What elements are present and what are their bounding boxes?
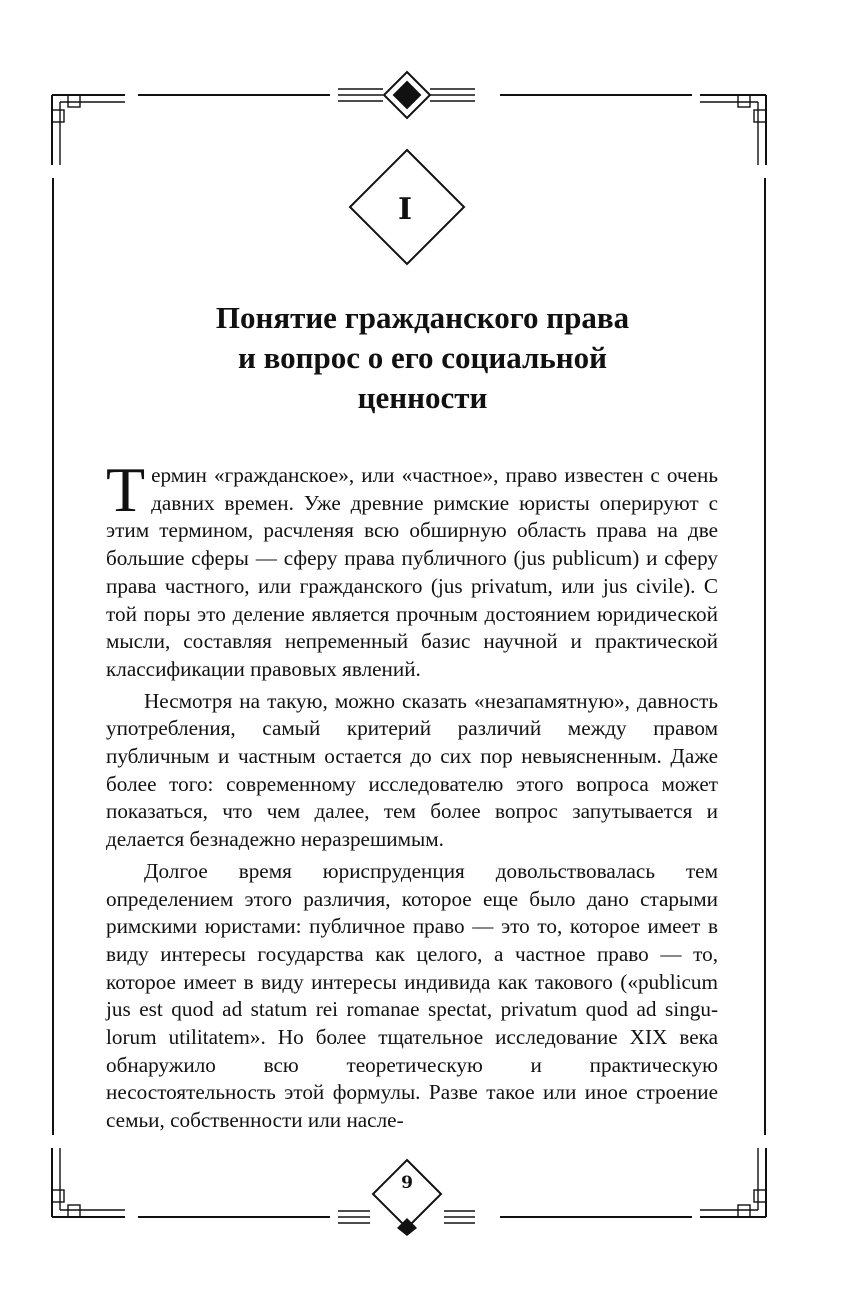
chapter-title-line: Понятие гражданского права	[215, 300, 630, 335]
chapter-title	[110, 298, 735, 418]
chapter-number: I	[397, 192, 413, 227]
top-left-corner-ornament	[52, 95, 125, 165]
body-text	[106, 454, 718, 1135]
chapter-title-line: и вопрос о его социальной	[237, 340, 608, 375]
bottom-left-corner-ornament	[52, 1148, 125, 1217]
drop-cap: Т	[106, 454, 146, 525]
paragraph-text: ермин «гражданское», или «частное», право известен с очень давних времен. Уже древние римские юристы оперируют с этим термином, расчленяя всю обширную область права на две большие сферы — сферу права публичного (jus publicum) и сферу права частного, или гражданского (jus privatum, или jus civile). С той поры это деление является прочным достоянием юридической мысли, составляя непременный базис научной и практической классификации правовых явлений.	[106, 463, 718, 681]
paragraph: Несмотря на такую, можно сказать «незапамятную», давность употребления, самый критерий различий между правом публичным и частным остается до сих пор невыясненным. Даже более того: современному исследователю этого вопроса может показаться, что чем далее, тем более вопрос запутывается и делается безнадежно неразрешимым.	[106, 688, 718, 852]
bottom-right-corner-ornament	[700, 1148, 766, 1217]
paragraph-first	[106, 454, 718, 684]
paragraph: Долгое время юриспруденция довольствовалась тем определением этого различия, которое еще было дано старыми римскими юристами: публичное право — это то, которое имеет в виду интересы государства как целого, а частное право — то, которое имеет в виду интересы индивида как такового («publicum jus est quod ad statum rei romanae spectat, privatum quod ad singu-lorum utilitatem». Но более тщательное исследование XIX века обнаружило всю теоретическую и практическую несостоятельность этой формулы. Разве такое или иное строение семьи, собственности или насле-	[106, 858, 718, 1133]
page-number: 9	[401, 1173, 413, 1193]
top-right-corner-ornament	[700, 95, 766, 165]
chapter-title-line: ценности	[357, 380, 488, 415]
